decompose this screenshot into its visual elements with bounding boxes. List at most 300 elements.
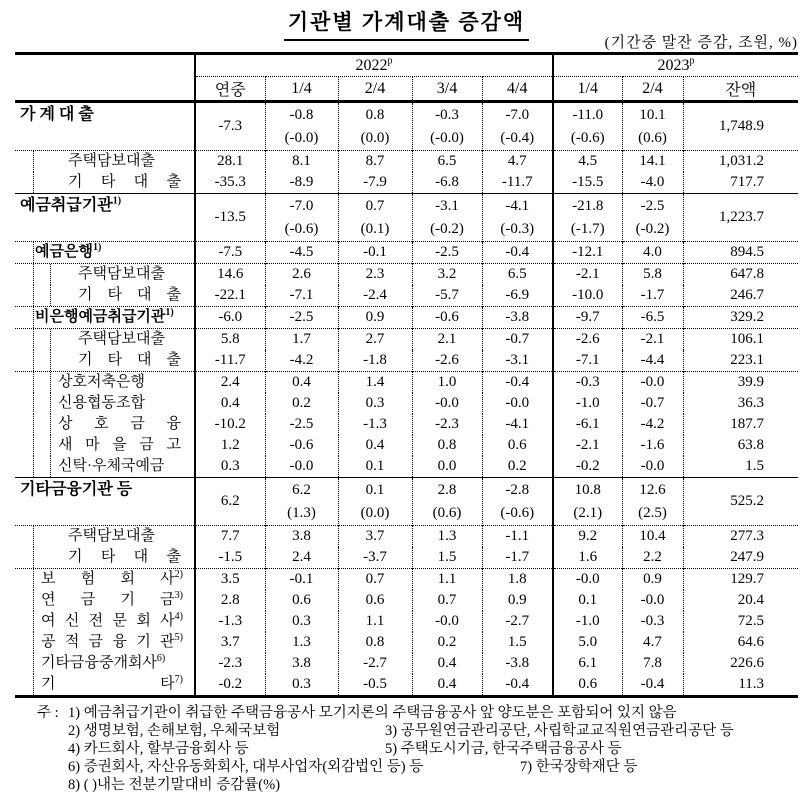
value-cell (338, 151, 412, 173)
value: -0.0 (435, 395, 459, 411)
value-cell (195, 478, 265, 526)
value-cell (482, 285, 553, 307)
value: 20.4 (737, 592, 765, 608)
footnote-text: 7) 한국장학재단 등 (520, 759, 638, 775)
value: -0.0 (575, 571, 600, 587)
value-cell (412, 242, 482, 264)
value-cell (622, 478, 683, 526)
value: -7.0 (289, 197, 314, 214)
row-label-cell (15, 393, 195, 414)
value-cell (482, 151, 553, 173)
column-header: 1/4 (265, 77, 338, 102)
value: 0.3 (292, 676, 311, 692)
value: -4.1 (505, 197, 530, 214)
value: 6.2 (292, 481, 311, 498)
row-label-cell (15, 172, 195, 194)
column-header: 연중 (195, 77, 265, 102)
value: 10.8 (574, 481, 601, 498)
value: 0.8 (437, 437, 457, 453)
value-cell (412, 435, 482, 456)
value: 6.5 (437, 153, 457, 169)
value-cell (683, 435, 798, 456)
footnote-marker: 2) (174, 569, 183, 580)
table-row (15, 242, 798, 264)
row-label (15, 611, 194, 632)
row-label (15, 285, 194, 306)
value-cell (338, 611, 412, 632)
column-header: 4/4 (482, 77, 553, 102)
value: -7.5 (218, 244, 243, 260)
value: -11.7 (214, 352, 246, 368)
row-label (15, 393, 194, 414)
value: -0.5 (363, 676, 387, 692)
table-row (15, 194, 798, 242)
footnote-text: 1) 예금취급기관이 취급한 주택금융공사 모기지론의 주택금융공사 앞 양도분은 포함되어 있지 않음 (68, 705, 677, 721)
value: 246.7 (730, 287, 765, 303)
value: 1,223.7 (719, 209, 765, 225)
value: -2.6 (575, 331, 600, 347)
row-label-cell (15, 194, 195, 242)
indent-guide (33, 350, 34, 371)
row-label-text: 주택담보대출 (78, 331, 165, 347)
value: -4.2 (640, 416, 665, 432)
value: -1.0 (575, 395, 600, 411)
row-label-text: 예금취급기관 (20, 197, 113, 214)
value: -2.1 (575, 437, 600, 453)
value: -0.0 (435, 613, 459, 629)
value: 129.7 (730, 571, 765, 587)
value-cell (265, 611, 338, 632)
value-cell (622, 307, 683, 329)
value-cell (338, 653, 412, 674)
qoq-rate-value: (1.3) (287, 504, 316, 521)
value-cell (553, 264, 622, 286)
value-cell (338, 194, 412, 242)
value: 0.1 (365, 481, 385, 498)
value: 0.7 (437, 592, 457, 608)
value-cell (338, 547, 412, 569)
row-label-cell (15, 456, 195, 478)
value-cell (265, 350, 338, 372)
value: 0.2 (437, 634, 457, 650)
value-cell (553, 151, 622, 173)
value: -0.0 (640, 592, 665, 608)
value: 1.3 (292, 634, 311, 650)
table-row (15, 264, 798, 286)
value: 0.3 (292, 613, 311, 629)
table-row (15, 478, 798, 526)
value: -2.1 (575, 266, 600, 282)
row-label-cell (15, 435, 195, 456)
value: 2.1 (437, 331, 457, 347)
indent-guide (50, 393, 51, 414)
value: 1.5 (745, 458, 765, 474)
value: 247.9 (730, 549, 765, 565)
row-label-cell (15, 478, 195, 526)
row-label (15, 151, 194, 172)
value-cell (195, 285, 265, 307)
value-cell (265, 285, 338, 307)
value-cell (265, 435, 338, 456)
value: -7.1 (575, 352, 600, 368)
value-cell (482, 674, 553, 697)
value-cell (553, 590, 622, 611)
value: 7.8 (643, 655, 662, 671)
value-cell (265, 632, 338, 653)
value-cell (265, 478, 338, 526)
value-cell (412, 350, 482, 372)
indent-guide (33, 526, 34, 547)
value: 5.8 (643, 266, 662, 282)
value-cell (338, 590, 412, 611)
value: -5.7 (435, 287, 459, 303)
value-cell (338, 414, 412, 435)
value-cell (265, 590, 338, 611)
value-cell (412, 372, 482, 394)
row-label (15, 456, 194, 477)
value-cell (622, 547, 683, 569)
value: 277.3 (730, 528, 765, 544)
value: -4.4 (640, 352, 665, 368)
value: 0.9 (643, 571, 662, 587)
table-row (15, 372, 798, 394)
value-cell (265, 653, 338, 674)
value: 3.8 (292, 528, 311, 544)
value: -0.4 (505, 374, 530, 390)
value-cell (195, 590, 265, 611)
row-label-text: 비은행예금취급기관 (35, 309, 166, 325)
indent-guide (33, 242, 34, 263)
indent-guide (33, 674, 34, 695)
footnote-marker: 1) (112, 195, 122, 207)
table-row (15, 590, 798, 611)
title-block (15, 6, 798, 52)
value: -10.2 (214, 416, 246, 432)
value: -2.5 (289, 309, 314, 325)
value: -1.0 (575, 613, 600, 629)
value: -0.3 (640, 613, 665, 629)
qoq-rate-value: (0.6) (432, 504, 462, 521)
value-cell (482, 194, 553, 242)
value: -10.0 (572, 287, 604, 303)
indent-guide (50, 435, 51, 456)
row-label-cell (15, 569, 195, 591)
row-label (15, 242, 194, 263)
value-cell (683, 632, 798, 653)
value-cell (338, 329, 412, 351)
indent-guide (50, 372, 51, 393)
value-cell (265, 102, 338, 151)
household-loan-table (15, 52, 798, 698)
value-cell (265, 264, 338, 286)
value-cell (412, 264, 482, 286)
value: 9.2 (578, 528, 598, 544)
value-cell (195, 456, 265, 478)
value: 28.1 (217, 153, 244, 169)
value-cell (338, 569, 412, 591)
value-cell (683, 102, 798, 151)
value: 2.6 (292, 266, 311, 282)
value: -12.1 (572, 244, 604, 260)
value-cell (622, 632, 683, 653)
value-cell (683, 307, 798, 329)
value-cell (482, 435, 553, 456)
value-cell (412, 653, 482, 674)
row-label-text: 예금은행 (35, 244, 93, 260)
indent-guide (33, 653, 34, 674)
value: -2.1 (640, 331, 665, 347)
footnote-text: 2) 생명보험, 손해보험, 우체국보험 (68, 723, 281, 739)
value: 1.0 (437, 374, 457, 390)
value: 14.6 (217, 266, 244, 282)
value: 0.3 (365, 395, 385, 411)
value-cell (338, 435, 412, 456)
value-cell (338, 264, 412, 286)
value-cell (482, 172, 553, 194)
value: -1.5 (218, 549, 243, 565)
indent-guide (33, 285, 34, 306)
row-label-text: 신용협동조합 (58, 395, 145, 411)
value-cell (482, 590, 553, 611)
value: 0.6 (578, 676, 598, 692)
row-label (15, 264, 194, 285)
value-cell (622, 242, 683, 264)
value-cell (338, 350, 412, 372)
value: -3.1 (505, 352, 530, 368)
qoq-rate-value: (-0.0) (430, 129, 464, 146)
qoq-rate-value: (0.1) (360, 220, 390, 237)
value: 0.0 (437, 458, 457, 474)
value-cell (482, 350, 553, 372)
value-cell (195, 151, 265, 173)
table-row (15, 102, 798, 151)
value-cell (412, 194, 482, 242)
value-cell (622, 414, 683, 435)
value: 0.9 (507, 592, 527, 608)
footnote-line (15, 704, 798, 722)
value-cell (622, 456, 683, 478)
value-cell (338, 456, 412, 478)
value: -7.1 (289, 287, 314, 303)
value-cell (412, 674, 482, 697)
value-cell (622, 329, 683, 351)
value: -4.0 (640, 174, 665, 190)
value: -6.1 (575, 416, 600, 432)
qoq-rate-value: (-0.2) (430, 220, 464, 237)
value-cell (622, 151, 683, 173)
value: -7.9 (363, 174, 387, 190)
value-cell (265, 329, 338, 351)
row-label-text: 기타금융중개회사 (41, 655, 157, 671)
value: 1.1 (365, 613, 385, 629)
value: 0.7 (365, 571, 385, 587)
qoq-rate-value: (0.6) (638, 129, 667, 146)
row-label-text: 기 타 (41, 676, 175, 692)
value-cell (683, 653, 798, 674)
value: -6.9 (505, 287, 530, 303)
value: 6.1 (578, 655, 598, 671)
indent-guide (33, 414, 34, 435)
value: 894.5 (730, 244, 765, 260)
value-cell (195, 547, 265, 569)
row-label (15, 372, 194, 393)
qoq-rate-value: (-0.0) (284, 129, 319, 146)
value: 4.5 (578, 153, 598, 169)
row-label-cell (15, 590, 195, 611)
value: 2.7 (365, 331, 385, 347)
table-row (15, 414, 798, 435)
value-cell (622, 526, 683, 548)
value-cell (622, 372, 683, 394)
value-cell (338, 172, 412, 194)
value: 5.8 (220, 331, 240, 347)
indent-guide (33, 456, 34, 477)
indent-guide (33, 569, 34, 590)
row-label-text: 상호저축은행 (58, 374, 145, 390)
indent-guide (50, 264, 51, 285)
value: -0.6 (289, 437, 314, 453)
value-cell (683, 674, 798, 697)
value: -0.0 (289, 458, 314, 474)
value-cell (683, 393, 798, 414)
value: 1.1 (437, 571, 457, 587)
value: 0.2 (292, 395, 311, 411)
value: 2.4 (292, 549, 311, 565)
row-label-text: 기 타 대 출 (68, 174, 181, 190)
value: -7.0 (505, 106, 530, 123)
value-cell (195, 264, 265, 286)
value: 6.5 (507, 266, 527, 282)
value: -3.1 (435, 197, 459, 214)
value: 329.2 (730, 309, 765, 325)
value-cell (553, 329, 622, 351)
column-header: 3/4 (412, 77, 482, 102)
value-cell (553, 372, 622, 394)
value: 0.4 (292, 374, 311, 390)
value: -2.5 (289, 416, 314, 432)
value-cell (553, 102, 622, 151)
value-cell (553, 478, 622, 526)
value: 1.5 (507, 634, 527, 650)
value: -0.4 (505, 676, 530, 692)
row-label (15, 350, 194, 371)
value: 1,031.2 (719, 153, 765, 169)
value: 1.8 (507, 571, 527, 587)
value-cell (622, 194, 683, 242)
value: -0.3 (575, 374, 600, 390)
value-cell (338, 526, 412, 548)
value: 0.4 (220, 395, 240, 411)
value-cell (338, 307, 412, 329)
value: 1.6 (578, 549, 598, 565)
row-label (15, 172, 194, 193)
row-label-text: 가 계 대 출 (20, 106, 94, 123)
footnote-text: 3) 공무원연금관리공단, 사립학교교직원연금관리공단 등 (385, 723, 734, 739)
row-label (15, 526, 194, 547)
indent-guide (33, 172, 34, 193)
footnote-marker: 4) (174, 611, 183, 622)
value: 3.2 (437, 266, 457, 282)
footnotes (15, 704, 798, 794)
value-cell (195, 194, 265, 242)
value: 0.6 (507, 437, 527, 453)
value: -15.5 (572, 174, 604, 190)
value-cell (683, 611, 798, 632)
footnote-line (15, 776, 798, 794)
value: -1.3 (363, 416, 387, 432)
value-cell (265, 526, 338, 548)
provisional-marker: p (689, 55, 695, 67)
value-cell (195, 307, 265, 329)
value: 39.9 (737, 374, 765, 390)
qoq-rate-value: (-0.6) (284, 220, 319, 237)
footnote-text: 6) 증권회사, 자산유동화회사, 대부사업자(외감법인 등) 등 (68, 759, 424, 775)
value-cell (195, 435, 265, 456)
value-cell (683, 456, 798, 478)
value: 0.8 (365, 106, 385, 123)
value: 0.3 (220, 458, 240, 474)
row-label-cell (15, 102, 195, 151)
indent-guide (33, 151, 34, 172)
value: -0.2 (218, 676, 243, 692)
value-cell (553, 611, 622, 632)
value: -3.7 (363, 549, 387, 565)
value-cell (622, 350, 683, 372)
value: -0.2 (575, 458, 600, 474)
row-label-text: 여 신 전 문 회 사 (41, 613, 175, 629)
value-cell (412, 478, 482, 526)
value: 0.6 (292, 592, 311, 608)
value: 3.8 (292, 655, 311, 671)
value: 64.6 (737, 634, 765, 650)
row-label (15, 674, 194, 695)
indent-guide (33, 590, 34, 611)
value: 8.7 (365, 153, 385, 169)
value-cell (683, 285, 798, 307)
value: 8.1 (292, 153, 311, 169)
value-cell (338, 478, 412, 526)
column-header: 2/4 (622, 77, 683, 102)
value-cell (195, 350, 265, 372)
value-cell (265, 151, 338, 173)
row-label-cell (15, 414, 195, 435)
value-cell (195, 172, 265, 194)
row-label-text: 기타금융기관 등 (20, 481, 133, 498)
row-label (15, 590, 194, 611)
footnote-marker: 1) (92, 242, 102, 253)
value: -1.3 (218, 613, 243, 629)
value: 226.6 (730, 655, 765, 671)
value-cell (482, 102, 553, 151)
unit-note: (기간중 말잔 증감, 조원, %) (604, 35, 798, 51)
value: 106.1 (730, 331, 765, 347)
row-label (15, 653, 194, 674)
table-row (15, 151, 798, 173)
row-label-cell (15, 674, 195, 697)
value-cell (338, 285, 412, 307)
value-cell (683, 590, 798, 611)
value: -2.7 (363, 655, 387, 671)
row-label (15, 414, 194, 435)
value: -0.1 (363, 244, 387, 260)
value: 3.7 (220, 634, 240, 650)
value-cell (482, 653, 553, 674)
value: 1.7 (292, 331, 311, 347)
indent-guide (50, 414, 51, 435)
table-row (15, 547, 798, 569)
value: -2.5 (435, 244, 459, 260)
row-label-text: 주택담보대출 (78, 266, 165, 282)
